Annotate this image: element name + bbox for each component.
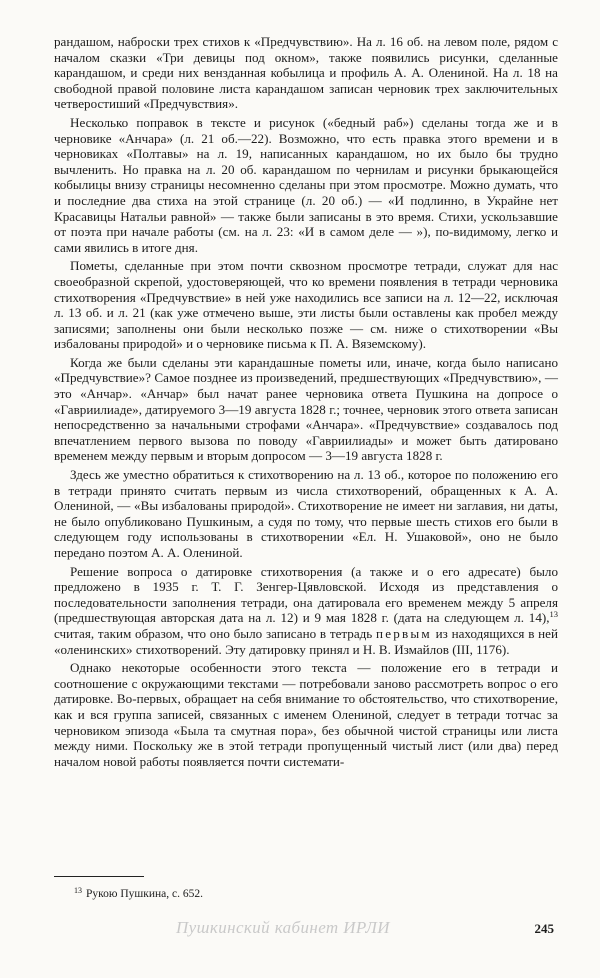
footnote [74,887,203,901]
paragraph-6-text-b: считая, таким образом, что оно было записано в тетрадь [54,625,377,641]
footnote-text: Рукою Пушкина, с. 652. [86,888,204,900]
footnote-divider [54,876,144,877]
paragraph-3: Пометы, сделанные при этом почти сквозном просмотре тетради, служат для нас своеобразной скрепой, удостоверяющей, что ко времени появления в тетради черновика стихотворения «Предчувствие» в ней уже находились все записи на л. 12—22, исключая л. 13 об. и л. 21 (как уже отмечено выше, эти листы были оставлены как пробел между записями; заполнены они были несколько позже — см. ниже о стихотворении «Вы избалованы природой» и о черновике письма к П. А. Вяземскому). [54,258,558,352]
footnote-reference: 13 [549,609,558,620]
paragraph-2: Несколько поправок в тексте и рисунок («бедный раб») сделаны тогда же и в черновике «Анчара» (л. 21 об.—22). Возможно, что есть правка этого времени и в черновиках «Полтавы» на л. 19, написанных карандашом, но их было бы трудно вычленить. Но правка на л. 20 об. карандашом по чернилам и рисунки брыкающейся кобылицы внизу страницы несомненно сделаны при этом просмотре. Можно думать, что и последние два стиха на этой странице (л. 20 об.) — «И подлинно, в Украйне нет Красавицы Натальи равной» — также были записаны в это время. Стихи, ускользавшие от поэта при начале работы (см. на л. 23: «И в самом деле — »), по-видимому, легко и сами явились в итоге дня. [54,114,558,255]
watermark: Пушкинский кабинет ИРЛИ [176,918,390,937]
paragraph-1: рандашом, наброски трех стихов к «Предчувствию». На л. 16 об. на левом поле, рядом с началом сказки «Три девицы под окном», также появились рисунки, сделанные карандашом, и среди них вензданная кобылица и профиль А. А. Олениной. На л. 18 на свободной правой половине листа карандашом записан черновик трех заключительных четверостиший «Предчувствия». [54,34,558,112]
spaced-emphasis: первым [376,625,432,641]
paragraph-6-text-a: Решение вопроса о датировке стихотворения (а также и о его адресате) было предложено в 1935 г. Т. Г. Зенгер-Цявловской. Исходя из представления о последовательности заполнения тетради, она датировала его временем между 5 апреля (предшествующая авторская дата на л. 12) и 9 мая 1828 г. (дата на следующем л. 14), [54,563,558,626]
paragraph-4: Когда же были сделаны эти карандашные пометы или, иначе, когда было написано «Предчувствие»? Самое позднее из произведений, предшествующих «Предчувствию», — это «Анчар». «Анчар» был начат ранее черновика ответа Пушкина на допросе о «Гавриилиаде», датируемого 3—19 августа 1828 г.; точнее, черновик этого ответа записан непосредственно за начальными строфами «Анчара». «Предчувствие» создавалось под впечатлением первого вызова по поводу «Гавриилиады» и может быть датировано временем между первым и вторым допросом — 3—19 августа 1828 г. [54,354,558,464]
paragraph-6-text-c: из находящихся в ней «оленинских» стихотворений. Эту датировку принял и Н. В. Измайлов (III, 1176). [54,625,558,657]
paragraph-7: Однако некоторые особенности этого текста — положение его в тетради и соотношение с окружающими текстами — потребовали заново рассмотреть вопрос о его датировке. Во-первых, обращает на себя внимание то обстоятельство, что стихотворение, как и вся группа записей, связанных с именем Олениной, следует в тетради тотчас за черновиком эпизода «Была та смутная пора», без обычной чистой страницы или листа между ними. Поскольку же в этой тетради пропущенный чистый лист (или два) перед началом новой работы появляется почти системати- [54,660,558,769]
page-number: 245 [534,921,554,936]
page-body [54,34,558,769]
footnote-number: 13 [74,886,82,895]
paragraph-6 [54,564,558,658]
paragraph-5: Здесь же уместно обратиться к стихотворению на л. 13 об., которое по положению его в тетради принято считать первым из числа стихотворений, обращенных к А. А. Олениной, — «Вы избалованы природой». Стихотворение не имеет ни заглавия, ни даты, не было опубликовано Пушкиным, а судя по тому, что первые шесть стихов его были в следующем году использованы в стихотворении «Ел. Н. Ушаковой», оно не было передано поэтом А. А. Олениной. [54,467,558,560]
